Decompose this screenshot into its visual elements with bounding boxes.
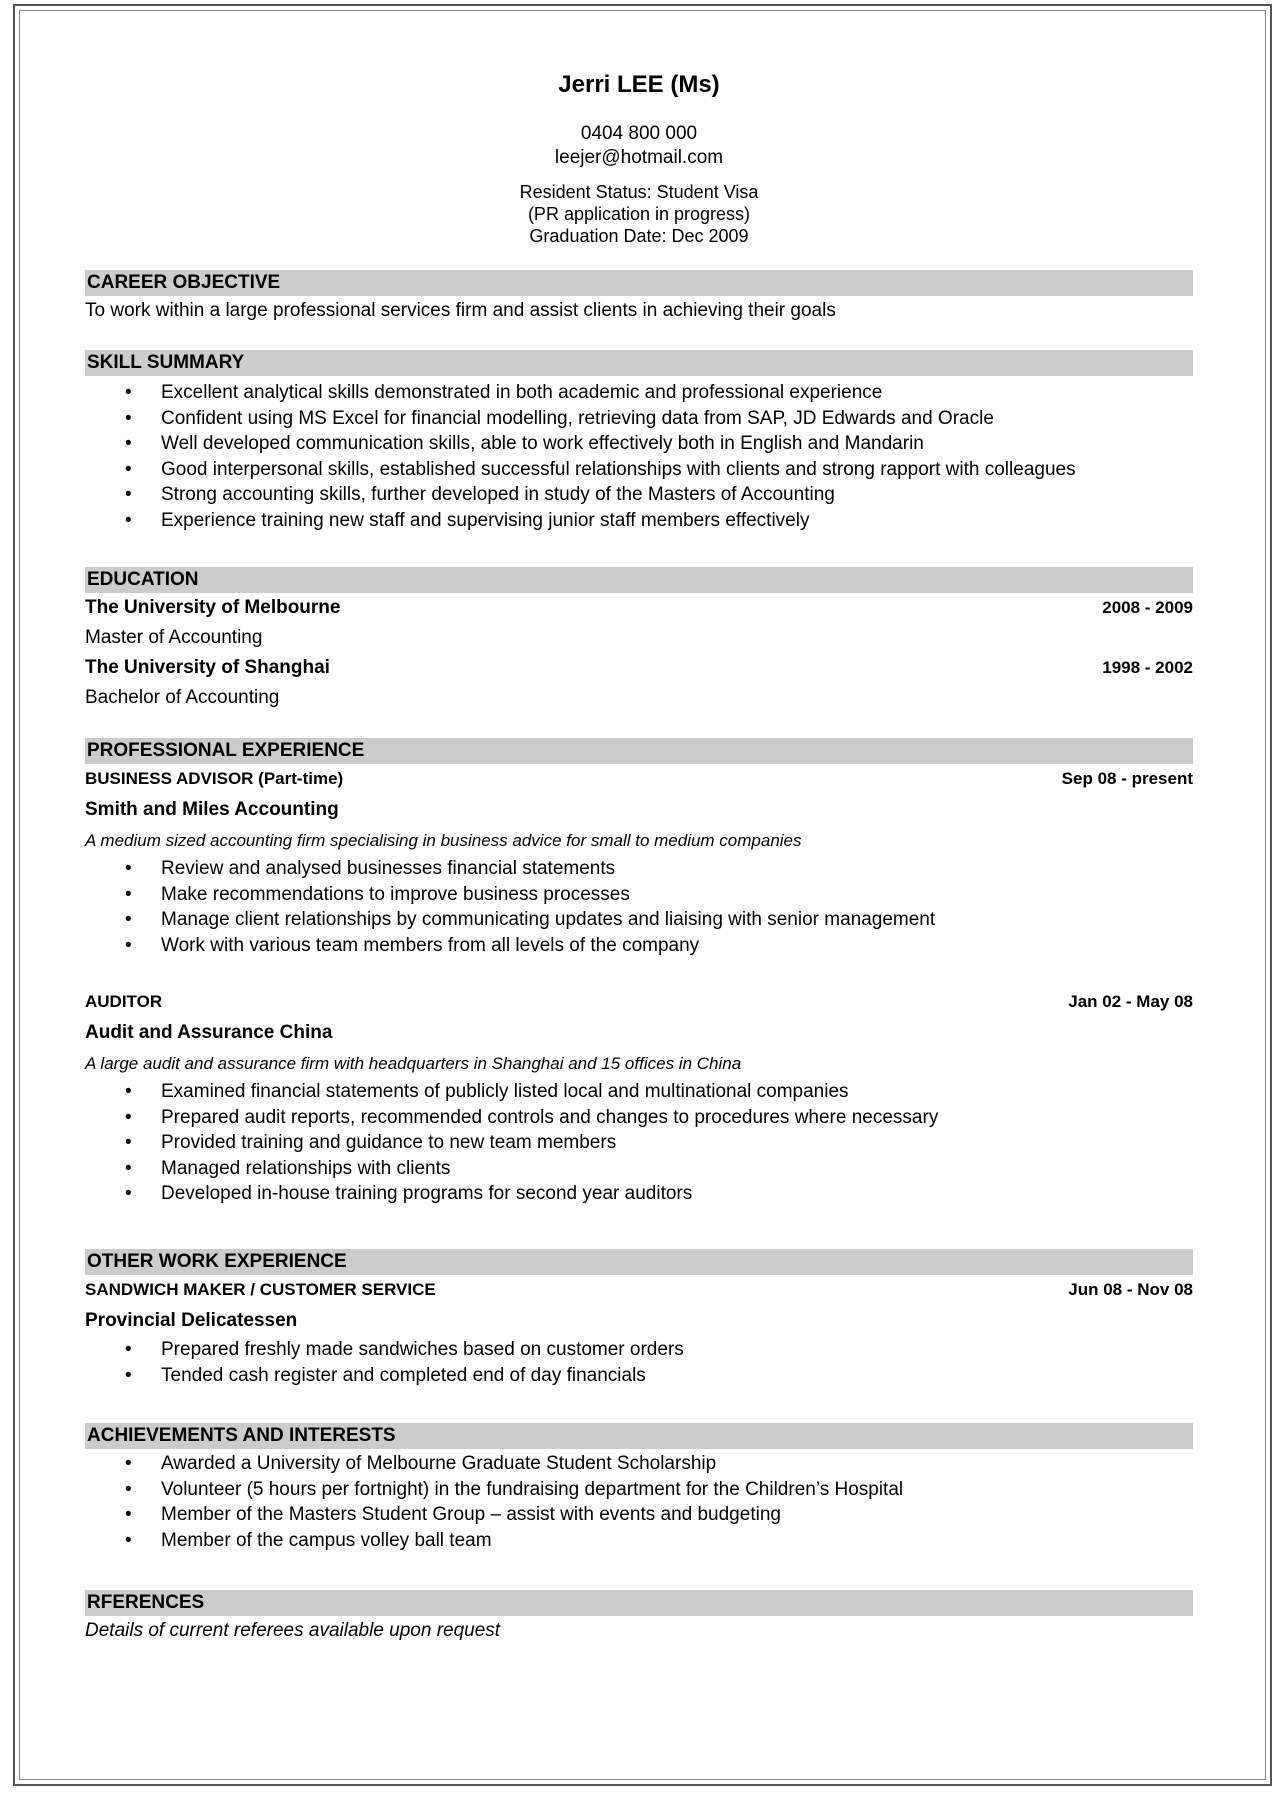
contact-phone: 0404 800 000 bbox=[580, 123, 698, 144]
list-item: • Excellent analytical skills demonstrated in both academic and professional experience bbox=[125, 382, 883, 403]
list-item: • Good interpersonal skills, established successful relationships with clients and strong rapport with colleagues bbox=[125, 458, 1076, 480]
section-title: CAREER OBJECTIVE bbox=[85, 270, 1193, 296]
achievements-section bbox=[85, 1423, 1193, 1553]
education-entry bbox=[85, 653, 1193, 683]
company-name: Smith and Miles Accounting bbox=[85, 799, 339, 820]
skill-list bbox=[85, 380, 1193, 533]
company-description: A medium sized accounting firm specialising in business advice for small to medium companies bbox=[85, 831, 802, 850]
list-item: • Provided training and guidance to new team members bbox=[125, 1132, 617, 1153]
company-name: Provincial Delicatessen bbox=[85, 1310, 298, 1331]
list-item: • Member of the campus volley ball team bbox=[125, 1529, 492, 1551]
contact-email: leejer@hotmail.com bbox=[554, 147, 724, 168]
pr-status: (PR application in progress) bbox=[527, 204, 751, 224]
job-dates: Jun 08 - Nov 08 bbox=[1068, 1280, 1193, 1299]
list-item: • Review and analysed businesses financial statements bbox=[125, 858, 616, 879]
company-name: Audit and Assurance China bbox=[85, 1022, 333, 1043]
school-name: The University of Melbourne bbox=[85, 597, 341, 618]
job-dates: Jan 02 - May 08 bbox=[1068, 992, 1193, 1011]
achievements-list bbox=[85, 1451, 1193, 1553]
list-item: • Prepared audit reports, recommended controls and changes to procedures where necessary bbox=[125, 1106, 939, 1128]
job-entry bbox=[85, 987, 1193, 1207]
section-title: ACHIEVEMENTS AND INTERESTS bbox=[85, 1423, 1193, 1449]
section-title: RFERENCES bbox=[85, 1590, 1193, 1616]
list-item: • Developed in-house training programs for second year auditors bbox=[125, 1183, 693, 1204]
degree-name: Bachelor of Accounting bbox=[85, 687, 280, 708]
company-description: A large audit and assurance firm with headquarters in Shanghai and 15 offices in China bbox=[85, 1054, 742, 1073]
references-section bbox=[85, 1590, 1193, 1643]
list-item: • Well developed communication skills, able to work effectively both in English and Mandarin bbox=[125, 433, 924, 454]
list-item: • Managed relationships with clients bbox=[125, 1157, 451, 1179]
school-name: The University of Shanghai bbox=[85, 657, 330, 678]
list-item: • Experience training new staff and supervising junior staff members effectively bbox=[125, 509, 810, 531]
list-item: • Manage client relationships by communicating updates and liaising with senior management bbox=[125, 909, 936, 930]
list-item: • Confident using MS Excel for financial modelling, retrieving data from SAP, JD Edwards and Oracle bbox=[125, 407, 994, 429]
job-role: AUDITOR bbox=[85, 992, 163, 1011]
degree-name: Master of Accounting bbox=[85, 627, 263, 648]
section-title: OTHER WORK EXPERIENCE bbox=[85, 1249, 1193, 1275]
references-text: Details of current referees available upon request bbox=[85, 1620, 501, 1641]
education-section bbox=[85, 567, 1193, 713]
career-objective-section bbox=[85, 270, 1193, 323]
career-objective-text: To work within a large professional services firm and assist clients in achieving their goals bbox=[85, 300, 836, 321]
list-item: • Awarded a University of Melbourne Graduate Student Scholarship bbox=[125, 1453, 717, 1474]
list-item: • Make recommendations to improve business processes bbox=[125, 883, 630, 905]
job-entry bbox=[85, 1275, 1193, 1305]
job-role: SANDWICH MAKER / CUSTOMER SERVICE bbox=[85, 1280, 436, 1299]
graduation-date: Graduation Date: Dec 2009 bbox=[529, 226, 749, 246]
section-title: PROFESSIONAL EXPERIENCE bbox=[85, 738, 1193, 764]
other-work-section bbox=[85, 1249, 1193, 1388]
professional-experience-section bbox=[85, 738, 1193, 1207]
job-role: BUSINESS ADVISOR (Part-time) bbox=[85, 769, 344, 788]
list-item: • Volunteer (5 hours per fortnight) in the fundraising department for the Children’s Hospital bbox=[125, 1478, 904, 1500]
resident-status: Resident Status: Student Visa bbox=[519, 182, 759, 202]
list-item: • Tended cash register and completed end of day financials bbox=[125, 1364, 646, 1386]
duties-list bbox=[85, 1079, 1193, 1207]
duties-list bbox=[85, 1337, 1193, 1388]
list-item: • Examined financial statements of publicly listed local and multinational companies bbox=[125, 1081, 849, 1102]
list-item: • Prepared freshly made sandwiches based on customer orders bbox=[125, 1339, 684, 1360]
section-title: SKILL SUMMARY bbox=[85, 350, 1193, 376]
resume-header bbox=[85, 70, 1193, 247]
candidate-name: Jerri LEE (Ms) bbox=[558, 71, 720, 98]
job-entry bbox=[85, 764, 1193, 958]
section-title: EDUCATION bbox=[85, 567, 1193, 593]
job-dates: Sep 08 - present bbox=[1061, 769, 1193, 788]
list-item: • Strong accounting skills, further developed in study of the Masters of Accounting bbox=[125, 484, 835, 505]
list-item: • Member of the Masters Student Group – assist with events and budgeting bbox=[125, 1504, 781, 1525]
school-years: 1998 - 2002 bbox=[1102, 658, 1193, 677]
skill-summary-section bbox=[85, 350, 1193, 533]
duties-list bbox=[85, 856, 1193, 958]
list-item: • Work with various team members from all levels of the company bbox=[125, 934, 700, 956]
education-entry bbox=[85, 593, 1193, 623]
school-years: 2008 - 2009 bbox=[1102, 598, 1193, 617]
